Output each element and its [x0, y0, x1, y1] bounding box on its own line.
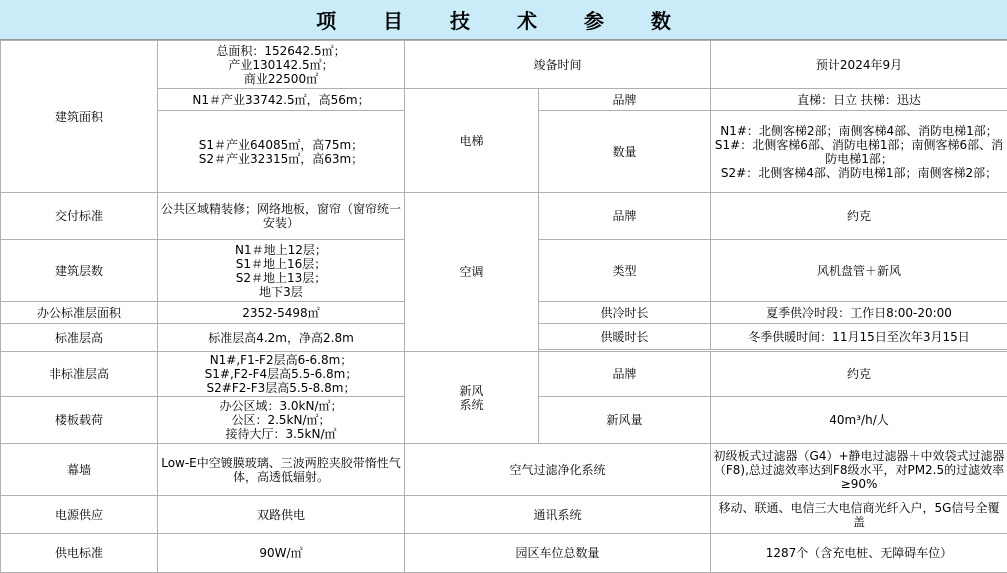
fresh-air-label: 新风 系统 [405, 352, 539, 444]
curtain-wall-label: 幕墙 [1, 444, 158, 496]
floor-load-label: 楼板载荷 [1, 397, 158, 444]
power-label: 电源供应 [1, 496, 158, 534]
build-area-s1s2: S1＃产业64085㎡，高75m； S2＃产业32315㎡，高63m； [158, 111, 405, 193]
fresh-air-brand-label: 品牌 [539, 352, 711, 397]
build-area-n1: N1＃产业33742.5㎡，高56m； [158, 89, 405, 111]
parameters-table [0, 40, 1007, 573]
ac-cool-value: 夏季供冷时段：工作日8:00-20:00 [711, 302, 1007, 324]
ac-heat-value: 冬季供暖时间：11月15日至次年3月15日 [711, 324, 1007, 350]
table-row [1, 193, 1007, 240]
telecom-label: 通讯系统 [405, 496, 711, 534]
completion-label: 竣备时间 [405, 41, 711, 89]
ac-type-label: 类型 [539, 240, 711, 302]
ac-brand-label: 品牌 [539, 193, 711, 240]
elevator-count-label: 数量 [539, 111, 711, 193]
ac-heat-label: 供暖时长 [539, 324, 711, 350]
parking-label: 园区车位总数量 [405, 534, 711, 573]
elevator-brand-label: 品牌 [539, 89, 711, 111]
ac-type-value: 风机盘管＋新风 [711, 240, 1007, 302]
nonstd-height-value: N1#,F1-F2层高6-6.8m； S1#,F2-F4层高5.5-6.8m； S2#F2-F3层高5.5-8.8m； [158, 352, 405, 397]
office-area-value: 2352-5498㎡ [158, 302, 405, 324]
office-area-label: 办公标准层面积 [1, 302, 158, 324]
fresh-air-brand-value: 约克 [711, 352, 1007, 397]
table-row [1, 534, 1007, 573]
table-row [1, 496, 1007, 534]
nonstd-height-label: 非标准层高 [1, 352, 158, 397]
ac-cool-label: 供冷时长 [539, 302, 711, 324]
delivery-value: 公共区域精装修；网络地板，窗帘（窗帘统一安装） [158, 193, 405, 240]
completion-value: 预计2024年9月 [711, 41, 1007, 89]
std-height-label: 标准层高 [1, 324, 158, 352]
floors-label: 建筑层数 [1, 240, 158, 302]
delivery-label: 交付标准 [1, 193, 158, 240]
air-filter-value: 初级板式过滤器（G4）+静电过滤器＋中效袋式过滤器（F8),总过滤效率达到F8级水平，对PM2.5的过滤效率≥90% [711, 444, 1007, 496]
power-value: 双路供电 [158, 496, 405, 534]
fresh-air-volume-label: 新风量 [539, 397, 711, 444]
build-area-total: 总面积：152642.5㎡； 产业130142.5㎡； 商业22500㎡ [158, 41, 405, 89]
parking-value: 1287个（含充电桩、无障碍车位） [711, 534, 1007, 573]
elevator-count-value: N1#：北侧客梯2部；南侧客梯4部、消防电梯1部； S1#：北侧客梯6部、消防电梯1部；南侧客梯6部、消防电梯1部； S2#：北侧客梯4部、消防电梯1部；南侧客梯2部； [711, 111, 1007, 193]
std-height-value: 标准层高4.2m，净高2.8m [158, 324, 405, 352]
floors-value: N1＃地上12层； S1＃地上16层； S2＃地上13层； 地下3层 [158, 240, 405, 302]
elevator-brand-value: 直梯：日立 扶梯：迅达 [711, 89, 1007, 111]
table-row [1, 41, 1007, 89]
table-row [1, 444, 1007, 496]
power-std-label: 供电标准 [1, 534, 158, 573]
air-filter-label: 空气过滤净化系统 [405, 444, 711, 496]
floor-load-value: 办公区域：3.0kN/㎡； 公区：2.5kN/㎡； 接待大厅：3.5kN/㎡ [158, 397, 405, 444]
telecom-value: 移动、联通、电信三大电信商光纤入户，5G信号全覆盖 [711, 496, 1007, 534]
build-area-label: 建筑面积 [1, 41, 158, 193]
fresh-air-volume-value: 40m³/h/人 [711, 397, 1007, 444]
ac-label: 空调 [405, 193, 539, 352]
table-row [1, 352, 1007, 397]
page-title: 项 目 技 术 参 数 [0, 0, 1007, 40]
power-std-value: 90W/㎡ [158, 534, 405, 573]
elevator-label: 电梯 [405, 89, 539, 193]
curtain-wall-value: Low-E中空镀膜玻璃、三波两腔夹胶带惰性气体，高透低辐射。 [158, 444, 405, 496]
ac-brand-value: 约克 [711, 193, 1007, 240]
